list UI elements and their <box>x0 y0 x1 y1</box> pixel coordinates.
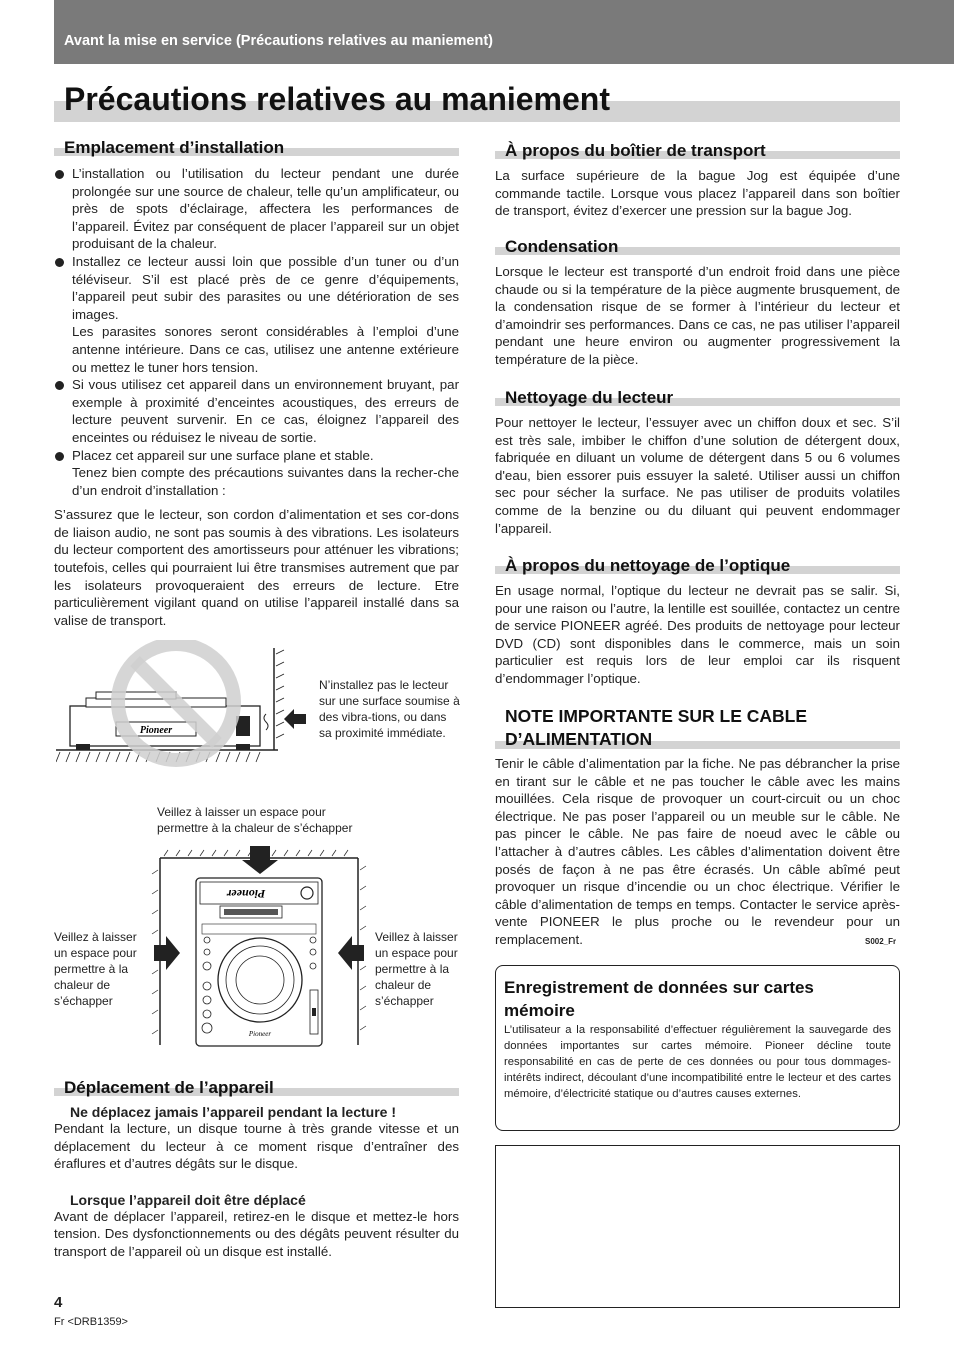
cleaning-text: Pour nettoyer le lecteur, l’essuyer avec un chiffon doux et sec. S’il est très sale, imbiber le chiffon d’une solution de détergent doux, fabriquée en diluant un volume de détergent dans 5 ou 6 volumes d'eau, bien essorer puis essuyer la saleté. Utiliser aussi un chiffon sec pour sécher la surface. Ne pas utiliser de produits volatiles comme de la benzine ou du diluant qui peuvent endommager l’appareil. <box>495 415 900 536</box>
moving-p2: Avant de déplacer l’appareil, retirez-en le disque et mettez-le hors tension. Des dysfonctionnements ou des dégâts peuvent résulter du transport de l’appareil où un disque est installé. <box>54 1208 459 1259</box>
list-item: L’installation ou l’utilisation du lecteur pendant une durée prolongée sur une source de chaleur, telle qu’un amplificateur, ou près de spots d’éclairage, affectera les performances de l’appareil. Évitez par conséquent de placer l’appareil sur un objet produisant de la chaleur. <box>54 165 459 253</box>
fig2-caption-left: Veillez à laisser un espace pour permettre à la chaleur de s’échapper <box>54 930 137 1008</box>
section-case <box>495 141 900 220</box>
doc-code: Fr <DRB1359> <box>54 1316 128 1328</box>
section-cleaning <box>495 388 900 537</box>
moving-p1: Pendant la lecture, un disque tourne à très grande vitesse et un déplacement du lecteur à ce moment risque d’entraîner des éraflures et d’autres dégâts sur le disque. <box>54 1121 459 1172</box>
fig1-caption: N’installez pas le lecteur sur une surface soumise à des vibra-tions, ou dans sa proximité immédiate. <box>319 678 460 740</box>
page-title: Précautions relatives au maniement <box>64 81 610 117</box>
memory-heading: Enregistrement de données sur cartes mémoire <box>504 978 814 1020</box>
fig2-caption-right: Veillez à laisser un espace pour permettre à la chaleur de s’échapper <box>375 930 458 1008</box>
section-installation <box>54 138 459 629</box>
condensation-text: Lorsque le lecteur est transporté d’un endroit froid dans une pièce chaude ou si la température de la pièce augmente brusquement, de la condensation risque de se former à l’intérieur du lecteur et d’amoindrir ses performances. Dans ce cas, ne pas utiliser l’appareil pendant une heure environ ou augmenter progressivement la température de la pièce. <box>495 264 900 367</box>
section-condensation <box>495 237 900 369</box>
condensation-heading: Condensation <box>495 237 900 257</box>
list-item: Si vous utilisez cet appareil dans un environnement bruyant, par exemple à proximité d’enceintes acoustiques, des erreurs de lecture peuvent survenir. En ce cas, éloignez l’appareil des enceintes ou réduisez le niveau de sortie. <box>54 376 459 446</box>
memory-text: L’utilisateur a la responsabilité d’effectuer régulièrement la sauvegarde des données importantes sur cartes mémoire. Pioneer décline toute responsabilité en cas de perte de ces données ou pour tous dommages-intérêts indirect, découlant d’une incompatibilité entre le lecteur et des cartes mémoire, d’électricité statique ou d’autres causes externes. <box>504 1024 891 1100</box>
section-optics <box>495 556 900 688</box>
blank-box <box>495 1145 900 1308</box>
svg-text:Pioneer: Pioneer <box>226 887 266 901</box>
fig2-caption-top: Veillez à laisser un espace pour permettre à la chaleur de s’échapper <box>157 805 353 835</box>
fig1-brand: Pioneer <box>139 725 173 736</box>
moving-sub2: Lorsque l’appareil doit être déplacé <box>70 1191 306 1208</box>
memory-card-notice <box>495 965 900 1131</box>
section-power-cable <box>495 705 900 949</box>
figure-heat-clearance <box>150 840 370 1050</box>
list-item: Installez ce lecteur aussi loin que possible d’un tuner ou d’un téléviseur. S’il est placé près de ce genre d’équipements, l’appareil peut subir des parasites ou une détérioration de ses images. Les parasites sonores seront considérables à l’emploi d’une antenne intérieure. Dans ce cas, utilisez une antenne extérieure ou mettez le tuner hors tension. <box>54 253 459 376</box>
header-section-title: Avant la mise en service (Précautions relatives au maniement) <box>64 33 494 49</box>
header-bar <box>54 0 954 64</box>
bullet-extra: Les parasites sonores seront considérables à l’emploi d’une antenne intérieure. Dans ce cas, utilisez une antenne extérieure ou mettez le tuner hors tension. <box>72 324 459 375</box>
optics-heading: À propos du nettoyage de l’optique <box>495 556 900 576</box>
page-number: 4 <box>54 1294 63 1311</box>
optics-text: En usage normal, l’optique du lecteur ne devrait pas se salir. Si, pour une raison ou l’autre, la lentille est souillée, contactez un centre de service PIONEER agréé. Des produits de nettoyage pour lecteur DVD (CD) sont disponibles dans le commerce, mais un soin particulier est requis lors de leur emploi car ils risquent d’endommager l’optique. <box>495 583 900 686</box>
svg-text:Pioneer: Pioneer <box>248 1030 272 1038</box>
case-heading: À propos du boîtier de transport <box>495 141 900 161</box>
installation-list <box>54 165 459 499</box>
section-moving <box>54 1078 459 1261</box>
cleaning-heading: Nettoyage du lecteur <box>495 388 900 408</box>
cable-code: S002_Fr <box>865 937 897 946</box>
moving-sub1: Ne déplacez jamais l’appareil pendant la lecture ! <box>70 1104 397 1120</box>
case-text: La surface supérieure de la bague Jog est équipée d’une commande tactile. Lorsque vous placez l’appareil dans son boîtier de transport, évitez d’exercer une pression sur la bague Jog. <box>495 168 900 219</box>
figure-vibration-warning <box>56 640 306 770</box>
bullet-extra: Tenez bien compte des précautions suivantes dans la recher-che d’un endroit d’installation : <box>72 465 459 498</box>
installation-paragraph: S’assurez que le lecteur, son cordon d’alimentation et ses cor-dons de liaison audio, ne sont pas soumis à des vibrations. Les isolateurs du lecteur comportent des amortisseurs pour atténuer les vibrations; toutefois, celles qui pourraient lui être transmises autrement que par les isolateurs provoqueraient des erreurs de lecture. Etre particulièrement vigilant quand on utilise l’appareil installé dans sa valise de transport. <box>54 507 459 628</box>
installation-heading: Emplacement d’installation <box>54 138 459 158</box>
moving-heading: Déplacement de l’appareil <box>54 1078 459 1098</box>
cable-heading: NOTE IMPORTANTE SUR LE CABLE D’ALIMENTATION <box>495 705 900 751</box>
cable-text: Tenir le câble d’alimentation par la fiche. Ne pas débrancher la prise en tirant sur le câble et ne pas toucher le câble avec les mains mouillées. Cela risque de provoquer un court-circuit ou un choc électrique. Ne pas poser l’appareil ou un meuble sur le câble. Ne pas pincer le câble. Ne pas faire de noeud avec le câble ou l’attacher à d’autres câbles. Les câbles d’alimentation doivent être posés de façon à ne pas être écrasés. Un câble abîmé peut provoquer un risque d’incendie ou un choc électrique. Vérifier le câble d’alimentation de temps en temps. Contacter le service après-vente PIONEER le plus proche ou le revendeur pour un remplacement. <box>495 756 900 947</box>
list-item: Placez cet appareil sur une surface plane et stable. Tenez bien compte des précautions suivantes dans la recher-che d’un endroit d’installation : <box>54 447 459 500</box>
